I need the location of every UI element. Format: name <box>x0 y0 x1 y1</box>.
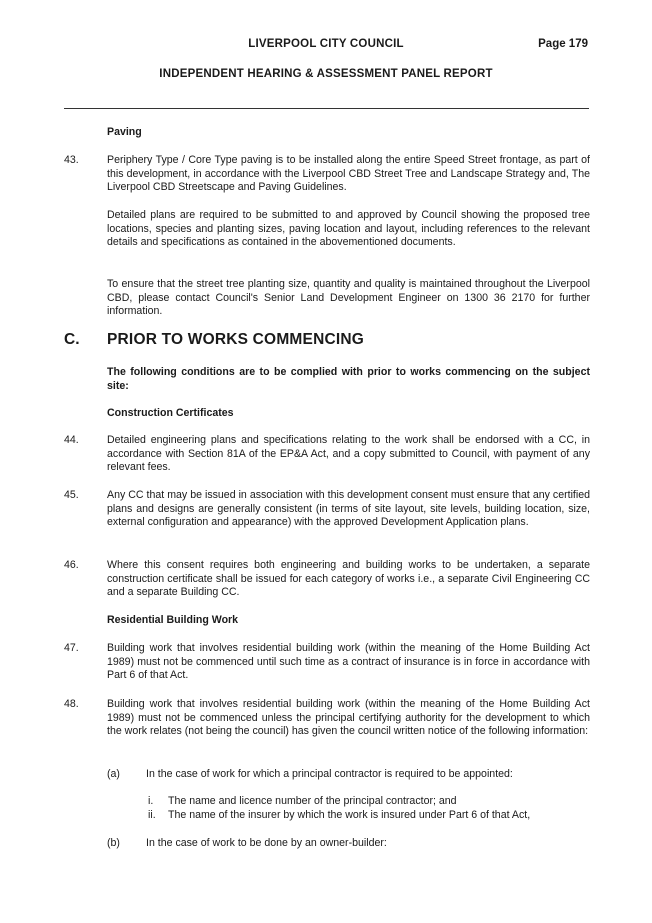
residential-building-work-heading: Residential Building Work <box>107 614 239 626</box>
item-48-a-ii-text: The name of the insurer by which the work is insured under Part 6 of that Act, <box>168 809 531 821</box>
item-47-text: Building work that involves residential building work (within the meaning of the Home Building Act 1989) must not be commenced until such time as a contract of insurance is in force in accordance with Part 6 of that Act. <box>107 642 590 682</box>
section-title: PRIOR TO WORKS COMMENCING <box>107 331 365 348</box>
item-43-paragraph-1: Periphery Type / Core Type paving is to be installed along the entire Speed Street frontage, as part of this development, in accordance with the Liverpool CBD Street Tree and Landscape Strategy and, The Liverpool CBD Streetscape and Paving Guidelines. <box>107 154 590 194</box>
construction-certificates-heading: Construction Certificates <box>107 407 234 419</box>
section-intro: The following conditions are to be complied with prior to works commencing on the subject site: <box>107 366 590 392</box>
item-43-number: 43. <box>64 154 79 166</box>
item-48-a-text: In the case of work for which a principal contractor is required to be appointed: <box>146 768 513 780</box>
item-48-a-label: (a) <box>107 768 120 780</box>
item-48-b-text: In the case of work to be done by an owner-builder: <box>146 837 387 849</box>
item-48-a-i-text: The name and licence number of the principal contractor; and <box>168 795 457 807</box>
item-48-a-i-label: i. <box>148 795 154 807</box>
item-47-number: 47. <box>64 642 79 654</box>
item-48-a-ii-label: ii. <box>148 809 156 821</box>
item-44-number: 44. <box>64 434 79 446</box>
header-divider <box>64 108 589 109</box>
item-48-number: 48. <box>64 698 79 710</box>
section-letter: C. <box>64 331 80 348</box>
item-48-b-label: (b) <box>107 837 120 849</box>
page-number: Page 179 <box>538 38 588 50</box>
report-title: INDEPENDENT HEARING & ASSESSMENT PANEL REPORT <box>159 68 493 80</box>
item-45-number: 45. <box>64 489 79 501</box>
item-48-text: Building work that involves residential building work (within the meaning of the Home Building Act 1989) must not be commenced unless the principal certifying authority for the development to which the work relates (not being the council) has given the council written notice of the following information: <box>107 698 590 738</box>
item-43-paragraph-3: To ensure that the street tree planting size, quantity and quality is maintained throughout the Liverpool CBD, please contact Council's Senior Land Development Engineer on 1300 36 2170 for further information. <box>107 278 590 318</box>
item-46-number: 46. <box>64 559 79 571</box>
item-45-text: Any CC that may be issued in association with this development consent must ensure that any certified plans and designs are generally consistent (in terms of site layout, site levels, building location, size, external configuration and appearance) with the approved Development Application plans. <box>107 489 590 529</box>
item-43-paragraph-2: Detailed plans are required to be submitted to and approved by Council showing the proposed tree locations, species and planting sizes, paving location and layout, including references to the relevant details and specifications as contained in the abovementioned documents. <box>107 209 590 249</box>
paving-heading: Paving <box>107 126 142 138</box>
council-name: LIVERPOOL CITY COUNCIL <box>248 38 404 50</box>
item-46-text: Where this consent requires both engineering and building works to be undertaken, a separate construction certificate shall be issued for each category of works i.e., a separate Civil Engineering CC and a separate Building CC. <box>107 559 590 599</box>
item-44-text: Detailed engineering plans and specifications relating to the work shall be endorsed with a CC, in accordance with Section 81A of the EP&A Act, and a copy submitted to Council, with payment of any relevant fees. <box>107 434 590 474</box>
